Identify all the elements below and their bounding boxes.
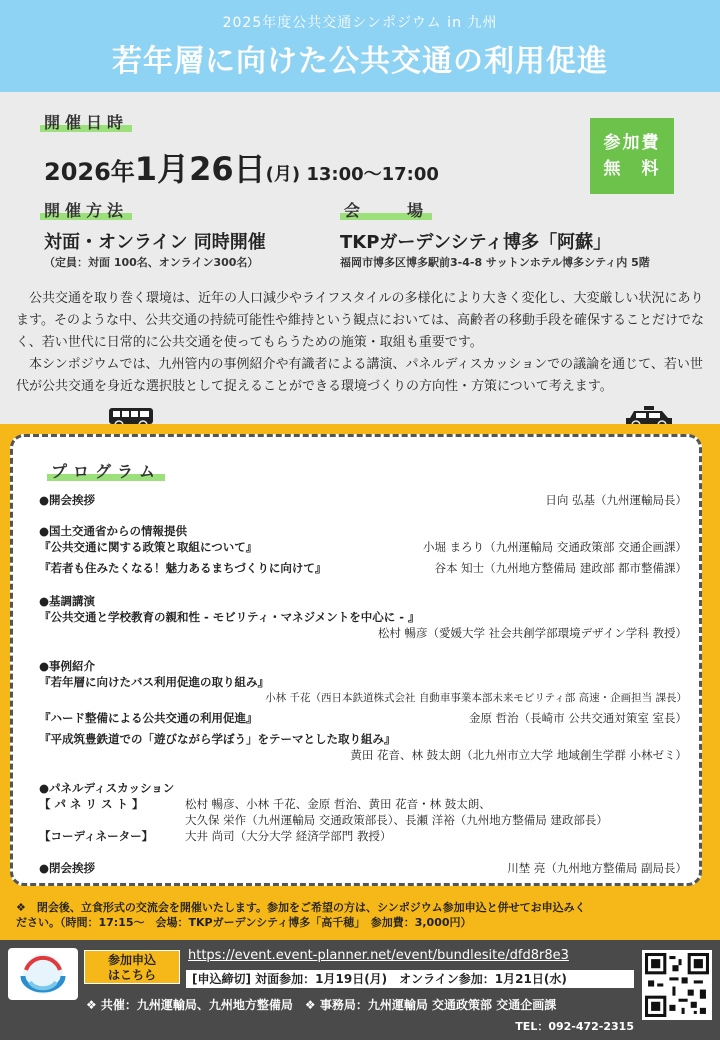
method-label: 開催方法 — [40, 202, 132, 220]
method-capacity: （定員：対面 100名、オンライン300名） — [44, 256, 259, 269]
date-weekday: (月) — [265, 164, 301, 185]
panel-heading: ●パネルディスカッション — [39, 781, 175, 795]
qr-code-icon[interactable] — [642, 950, 712, 1020]
fee-value: 無 料 — [603, 159, 661, 179]
venue-value: TKPガーデンシティ博多「阿蘇」 — [340, 232, 612, 253]
panelists-line-1: 松村 暢彦、小林 千花、金原 哲治、黄田 花音・林 鼓太朗、 — [185, 797, 491, 811]
reception-note — [0, 898, 720, 940]
event-info-section — [0, 92, 720, 424]
note-line-1: ❖ 閉会後、立食形式の交流会を開催いたします。参加をご希望の方は、シンポジウム参加申込と併せてお申込みく — [16, 901, 586, 914]
case-talk-1: 『若年層に向けたバス利用促進の取り組み』 — [39, 675, 269, 689]
case-talk-2: 『ハード整備による公共交通の利用促進』 — [39, 711, 258, 725]
closing-speaker: 川埜 亮（九州地方整備局 副局長） — [507, 861, 687, 875]
case-talk-3: 『平成筑豊鉄道での「遊びながら学ぼう」をテーマとした取り組み』 — [39, 732, 396, 746]
case-speaker-1: 小林 千花（西日本鉄道株式会社 自動車事業本部未来モビリティ部 高速・企画担当 課長） — [265, 692, 687, 704]
note-line-2: ださい。（時間：17:15～ 会場：TKPガーデンシティ博多「高千穂」 参加費：3,000円） — [16, 916, 472, 929]
logo-icon — [8, 948, 78, 1000]
event-title: 若年層に向けた公共交通の利用促進 — [112, 44, 608, 79]
case-speaker-3: 黄田 花音、林 鼓太朗（北九州市立大学 地域創生学群 小林ゼミ） — [350, 748, 687, 762]
date-time: 13:00～17:00 — [300, 164, 439, 185]
apply-line-1: 参加申込 — [107, 953, 156, 967]
ministry-talk-1: 『公共交通に関する政策と取組について』 — [39, 540, 258, 554]
date-year: 2026年 — [44, 158, 135, 186]
opening-speaker: 日向 弘基（九州運輸局長） — [545, 493, 687, 507]
venue-label: 会 場 — [340, 202, 432, 220]
cases-heading: ●事例紹介 — [39, 659, 96, 673]
ministry-talk-2: 『若者も住みたくなる！魅力あるまちづくりに向けて』 — [39, 561, 327, 575]
coordinator: 大井 尚司（大分大学 経済学部門 教授） — [185, 829, 392, 843]
closing-heading: ●閉会挨拶 — [39, 861, 96, 875]
apply-line-2: はこちら — [107, 968, 156, 982]
phone-number: TEL：092-472-2315 — [515, 1020, 634, 1033]
panelists-line-2: 大久保 栄作（九州運輸局 交通政策部長）、長瀬 洋裕（九州地方整備局 建政部長） — [185, 813, 608, 827]
apply-button[interactable] — [84, 950, 180, 984]
deadline: [申込締切] 対面参加：1月19日(月) オンライン参加：1月21日(水) — [186, 970, 634, 988]
ministry-heading: ●国土交通省からの情報提供 — [39, 524, 188, 538]
intro-paragraph: 本シンポジウムでは、九州管内の事例紹介や有識者による講演、パネルディスカッションでの議論を通じて、若い世代が公共交通を身近な選択肢として捉えることができる環境づくりの方向性・方策について考えます。 — [16, 357, 703, 394]
header — [0, 0, 720, 92]
venue-address: 福岡市博多区博多駅前3-4-8 サットンホテル博多シティ内 5階 — [340, 256, 650, 269]
fee-badge — [590, 118, 674, 194]
event-subtitle: 2025年度公共交通シンポジウム in 九州 — [222, 15, 498, 31]
opening-heading: ●開会挨拶 — [39, 493, 96, 507]
keynote-heading: ●基調講演 — [39, 594, 96, 608]
ministry-speaker-2: 谷本 知士（九州地方整備局 建政部 都市整備課） — [434, 561, 687, 575]
program-box — [10, 434, 702, 886]
intro-text — [16, 288, 706, 398]
date-label: 開催日時 — [40, 114, 132, 132]
panelist-label: 【 パ ネ リ ス ト 】 — [39, 797, 144, 811]
program-title: プログラム — [47, 463, 165, 481]
ministry-speaker-1: 小堀 まろり（九州運輸局 交通政策部 交通企画課） — [423, 540, 687, 554]
fee-title: 参加費 — [603, 133, 661, 153]
method-value: 対面・オンライン 同時開催 — [44, 232, 266, 253]
case-speaker-2: 金原 哲治（長崎市 公共交通対策室 室長） — [469, 711, 687, 725]
keynote-talk: 『公共交通と学校教育の親和性 - モビリティ・マネジメントを中心に - 』 — [39, 610, 420, 624]
registration-link[interactable]: https://event.event-planner.net/event/bundlesite/dfd8r8e3 — [188, 948, 569, 963]
keynote-speaker: 松村 暢彦（愛媛大学 社会共創学部環境デザイン学科 教授） — [377, 626, 687, 640]
sponsor-info: ❖ 共催：九州運輸局、九州地方整備局 ❖ 事務局：九州運輸局 交通政策部 交通企画課 — [86, 998, 557, 1012]
program-section — [0, 424, 720, 898]
event-date — [44, 144, 439, 190]
intro-paragraph: 公共交通を取り巻く環境は、近年の人口減少やライフスタイルの多様化により大きく変化し、大変厳しい状況にあります。そのような中、公共交通の持続可能性や維持という観点においては、高齢者の移動手段を確保することだけでなく、若い世代に日常的に公共交通を使ってもらうための施策・取組も重要です。 — [16, 291, 704, 350]
date-day: 1月26日 — [134, 150, 266, 188]
coordinator-label: 【コーディネーター】 — [39, 829, 154, 843]
footer — [0, 940, 720, 1040]
